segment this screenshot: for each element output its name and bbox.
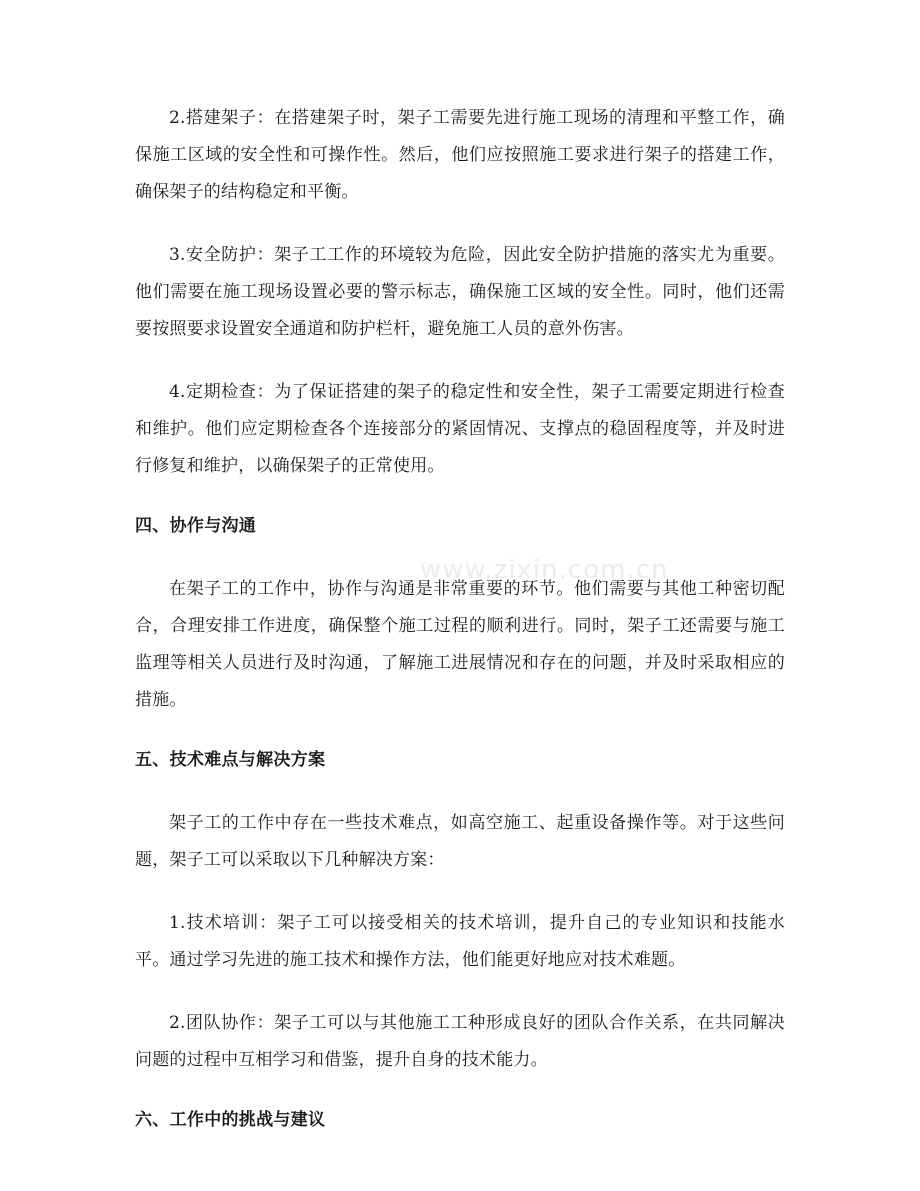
paragraph-regular-inspection: 4.定期检查：为了保证搭建的架子的稳定性和安全性，架子工需要定期进行检查和维护。他们应定期检查各个连接部分的紧固情况、支撑点的稳固程度等，并及时进行修复和维护，以确保架子的正常使用。: [135, 382, 785, 476]
paragraph-collaboration: 在架子工的工作中，协作与沟通是非常重要的环节。他们需要与其他工种密切配合，合理安排工作进度，确保整个施工过程的顺利进行。同时，架子工还需要与施工监理等相关人员进行及时沟通，了解施工进展情况和存在的问题，并及时采取相应的措施。: [135, 579, 785, 710]
heading-technical-difficulties: 五、技术难点与解决方案: [135, 750, 326, 770]
paragraph-technical-intro: 架子工的工作中存在一些技术难点，如高空施工、起重设备操作等。对于这些问题，架子工可以采取以下几种解决方案：: [135, 813, 785, 870]
paragraph-team-collaboration: 2.团队协作：架子工可以与其他施工工种形成良好的团队合作关系，在共同解决问题的过程中互相学习和借鉴，提升自身的技术能力。: [135, 1013, 785, 1070]
heading-collaboration: 四、协作与沟通: [135, 516, 257, 536]
heading-challenges: 六、工作中的挑战与建议: [135, 1110, 326, 1130]
document-page: [135, 100, 785, 1165]
paragraph-safety-protection: 3.安全防护：架子工工作的环境较为危险，因此安全防护措施的落实尤为重要。他们需要在施工现场设置必要的警示标志，确保施工区域的安全性。同时，他们还需要按照要求设置安全通道和防护栏杆，避免施工人员的意外伤害。: [135, 245, 785, 339]
paragraph-technical-training: 1.技术培训：架子工可以接受相关的技术培训，提升自己的专业知识和技能水平。通过学习先进的施工技术和操作方法，他们能更好地应对技术难题。: [135, 913, 785, 970]
paragraph-build-scaffold: 2.搭建架子：在搭建架子时，架子工需要先进行施工现场的清理和平整工作，确保施工区域的安全性和可操作性。然后，他们应按照施工要求进行架子的搭建工作，确保架子的结构稳定和平衡。: [135, 108, 785, 202]
watermark-text: www.zixin.com.cn: [420, 555, 669, 585]
